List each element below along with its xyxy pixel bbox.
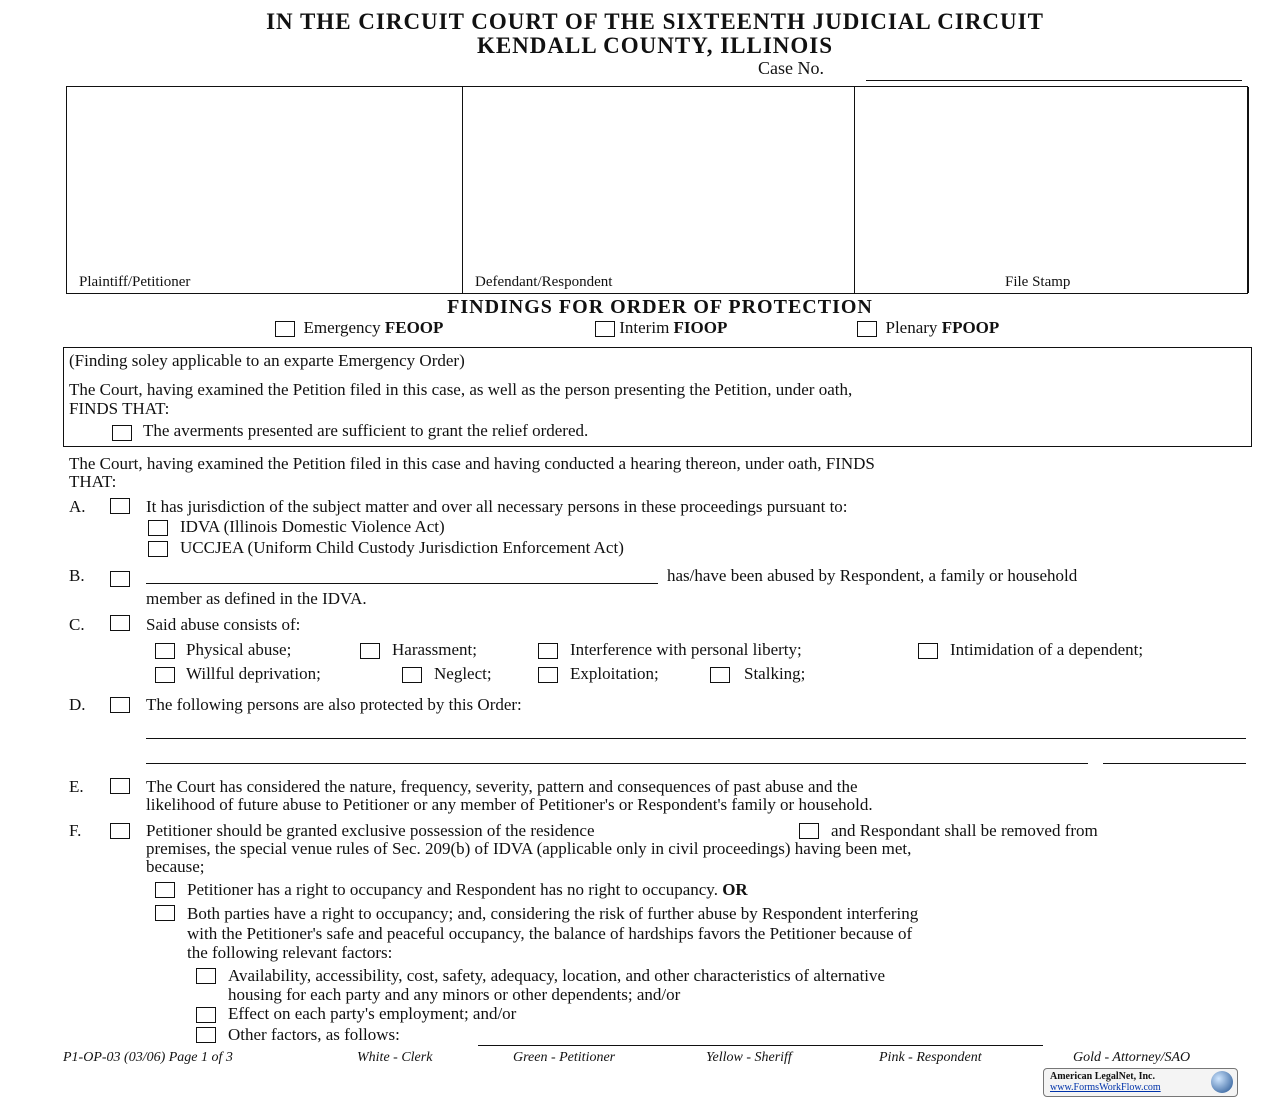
emergency-checkbox[interactable] xyxy=(275,321,295,337)
uccjea-checkbox[interactable] xyxy=(148,541,168,557)
both-parties-checkbox[interactable] xyxy=(155,905,175,921)
other-factors-checkbox[interactable] xyxy=(196,1027,216,1043)
exparte-note: (Finding soley applicable to an exparte Emergency Order) xyxy=(69,351,465,370)
item-e-text-2: likelihood of future abuse to Petitioner or any member of Petitioner's or Respondent's family or household. xyxy=(146,795,873,814)
both-parties-text-3: the following relevant factors: xyxy=(187,943,393,962)
other-factors-line[interactable] xyxy=(478,1045,1043,1046)
globe-icon xyxy=(1211,1071,1233,1093)
form-id: P1-OP-03 (03/06) Page 1 of 3 xyxy=(63,1050,233,1065)
copy-green: Green - Petitioner xyxy=(513,1050,616,1065)
exploitation-checkbox[interactable] xyxy=(538,667,558,683)
plenary-label: Plenary xyxy=(885,318,942,337)
neglect-checkbox[interactable] xyxy=(402,667,422,683)
item-f-checkbox[interactable] xyxy=(110,823,130,839)
other-factors-text: Other factors, as follows: xyxy=(228,1025,400,1044)
stalking-label: Stalking; xyxy=(744,664,806,683)
order-type-interim[interactable] xyxy=(595,318,727,338)
item-d-text: The following persons are also protected by this Order: xyxy=(146,695,522,714)
willful-deprivation-label: Willful deprivation; xyxy=(186,664,321,683)
form-title: FINDINGS FOR ORDER OF PROTECTION xyxy=(447,296,873,318)
occupancy-or: OR xyxy=(722,880,748,899)
emergency-label: Emergency xyxy=(303,318,385,337)
occupancy-label xyxy=(187,880,748,900)
defendant-field[interactable] xyxy=(462,87,855,293)
item-e-letter: E. xyxy=(69,777,84,796)
neglect-label: Neglect; xyxy=(434,664,492,683)
both-parties-text-2: with the Petitioner's safe and peaceful occupancy, the balance of hardships favors the Petitioner because of xyxy=(187,924,913,943)
willful-deprivation-checkbox[interactable] xyxy=(155,667,175,683)
item-e-checkbox[interactable] xyxy=(110,778,130,794)
item-b-letter: B. xyxy=(69,566,85,585)
order-type-emergency[interactable] xyxy=(275,318,443,338)
case-number-label: Case No. xyxy=(758,58,824,78)
file-stamp-label: File Stamp xyxy=(1005,274,1071,290)
plenary-code: FPOOP xyxy=(941,318,1000,337)
court-title: IN THE CIRCUIT COURT OF THE SIXTEENTH JUDICIAL CIRCUIT xyxy=(266,9,1044,34)
availability-text-2: housing for each party and any minors or other dependents; and/or xyxy=(228,985,681,1004)
publisher-site[interactable]: www.FormsWorkFlow.com xyxy=(1050,1082,1161,1093)
copy-yellow: Yellow - Sheriff xyxy=(706,1050,792,1065)
item-f-letter: F. xyxy=(69,821,82,840)
item-b-text-2: member as defined in the IDVA. xyxy=(146,589,367,608)
item-f-text-2: premises, the special venue rules of Sec. 209(b) of IDVA (applicable only in civil proceedings) having been met, xyxy=(146,839,912,858)
intimidation-label: Intimidation of a dependent; xyxy=(950,640,1144,659)
item-d-checkbox[interactable] xyxy=(110,697,130,713)
copy-gold: Gold - Attorney/SAO xyxy=(1073,1050,1191,1065)
abused-persons-line[interactable] xyxy=(146,583,658,584)
harassment-checkbox[interactable] xyxy=(360,643,380,659)
plaintiff-label: Plaintiff/Petitioner xyxy=(79,274,191,290)
idva-label: IDVA (Illinois Domestic Violence Act) xyxy=(180,517,445,536)
case-number-line[interactable] xyxy=(866,80,1242,81)
availability-text: Availability, accessibility, cost, safety, adequacy, location, and other characteristics of alternative xyxy=(228,966,886,985)
order-type-plenary[interactable] xyxy=(857,318,999,338)
item-d-letter: D. xyxy=(69,695,86,714)
interim-label: Interim xyxy=(619,318,674,337)
intimidation-checkbox[interactable] xyxy=(918,643,938,659)
occupancy-checkbox[interactable] xyxy=(155,882,175,898)
employment-checkbox[interactable] xyxy=(196,1007,216,1023)
averments-checkbox[interactable] xyxy=(112,425,132,441)
interim-checkbox[interactable] xyxy=(595,321,615,337)
plaintiff-field[interactable] xyxy=(66,87,463,293)
protected-persons-line-3[interactable] xyxy=(1103,763,1246,764)
interference-checkbox[interactable] xyxy=(538,643,558,659)
physical-abuse-checkbox[interactable] xyxy=(155,643,175,659)
caption-box xyxy=(66,86,1248,294)
item-c-letter: C. xyxy=(69,615,85,634)
interference-label: Interference with personal liberty; xyxy=(570,640,802,659)
physical-abuse-label: Physical abuse; xyxy=(186,640,292,659)
exploitation-label: Exploitation; xyxy=(570,664,659,683)
averments-label: The averments presented are sufficient to grant the relief ordered. xyxy=(143,421,589,440)
exparte-finds: FINDS THAT: xyxy=(69,399,170,418)
stalking-checkbox[interactable] xyxy=(710,667,730,683)
copy-pink: Pink - Respondent xyxy=(879,1050,982,1065)
exparte-text: The Court, having examined the Petition filed in this case, as well as the person presenting the Petition, under oath, xyxy=(69,380,853,399)
item-e-text: The Court has considered the nature, frequency, severity, pattern and consequences of past abuse and the xyxy=(146,777,858,796)
file-stamp-area xyxy=(854,87,1249,293)
uccjea-label: UCCJEA (Uniform Child Custody Jurisdiction Enforcement Act) xyxy=(180,538,624,557)
item-c-checkbox[interactable] xyxy=(110,615,130,631)
item-a-checkbox[interactable] xyxy=(110,498,130,514)
item-a-text: It has jurisdiction of the subject matter and over all necessary persons in these proceedings pursuant to: xyxy=(146,497,848,516)
item-c-text: Said abuse consists of: xyxy=(146,615,301,634)
occupancy-text: Petitioner has a right to occupancy and Respondent has no right to occupancy. xyxy=(187,880,718,899)
publisher-logo[interactable] xyxy=(1043,1068,1238,1097)
intro-text: The Court, having examined the Petition filed in this case and having conducted a hearing thereon, under oath, FINDS xyxy=(69,454,875,473)
protected-persons-line-2[interactable] xyxy=(146,763,1088,764)
item-b-text: has/have been abused by Respondent, a family or household xyxy=(667,566,1078,585)
emergency-code: FEOOP xyxy=(384,318,444,337)
item-b-checkbox[interactable] xyxy=(110,571,130,587)
availability-checkbox[interactable] xyxy=(196,968,216,984)
defendant-label: Defendant/Respondent xyxy=(475,274,613,290)
intro-that: THAT: xyxy=(69,472,117,491)
county-title: KENDALL COUNTY, ILLINOIS xyxy=(476,33,834,58)
both-parties-text: Both parties have a right to occupancy; and, considering the risk of further abuse by Respondent interfering xyxy=(187,904,919,923)
item-a-letter: A. xyxy=(69,497,86,516)
employment-text: Effect on each party's employment; and/or xyxy=(228,1004,517,1023)
plenary-checkbox[interactable] xyxy=(857,321,877,337)
item-f-text: Petitioner should be granted exclusive possession of the residence xyxy=(146,821,595,840)
idva-checkbox[interactable] xyxy=(148,520,168,536)
item-f-text-3: because; xyxy=(146,857,205,876)
harassment-label: Harassment; xyxy=(392,640,477,659)
publisher-name: American LegalNet, Inc. xyxy=(1050,1071,1155,1082)
interim-code: FIOOP xyxy=(673,318,728,337)
protected-persons-line-1[interactable] xyxy=(146,738,1246,739)
copy-white: White - Clerk xyxy=(357,1050,433,1065)
remove-respondent-checkbox[interactable] xyxy=(799,823,819,839)
item-f-text-b: and Respondant shall be removed from xyxy=(831,821,1098,840)
